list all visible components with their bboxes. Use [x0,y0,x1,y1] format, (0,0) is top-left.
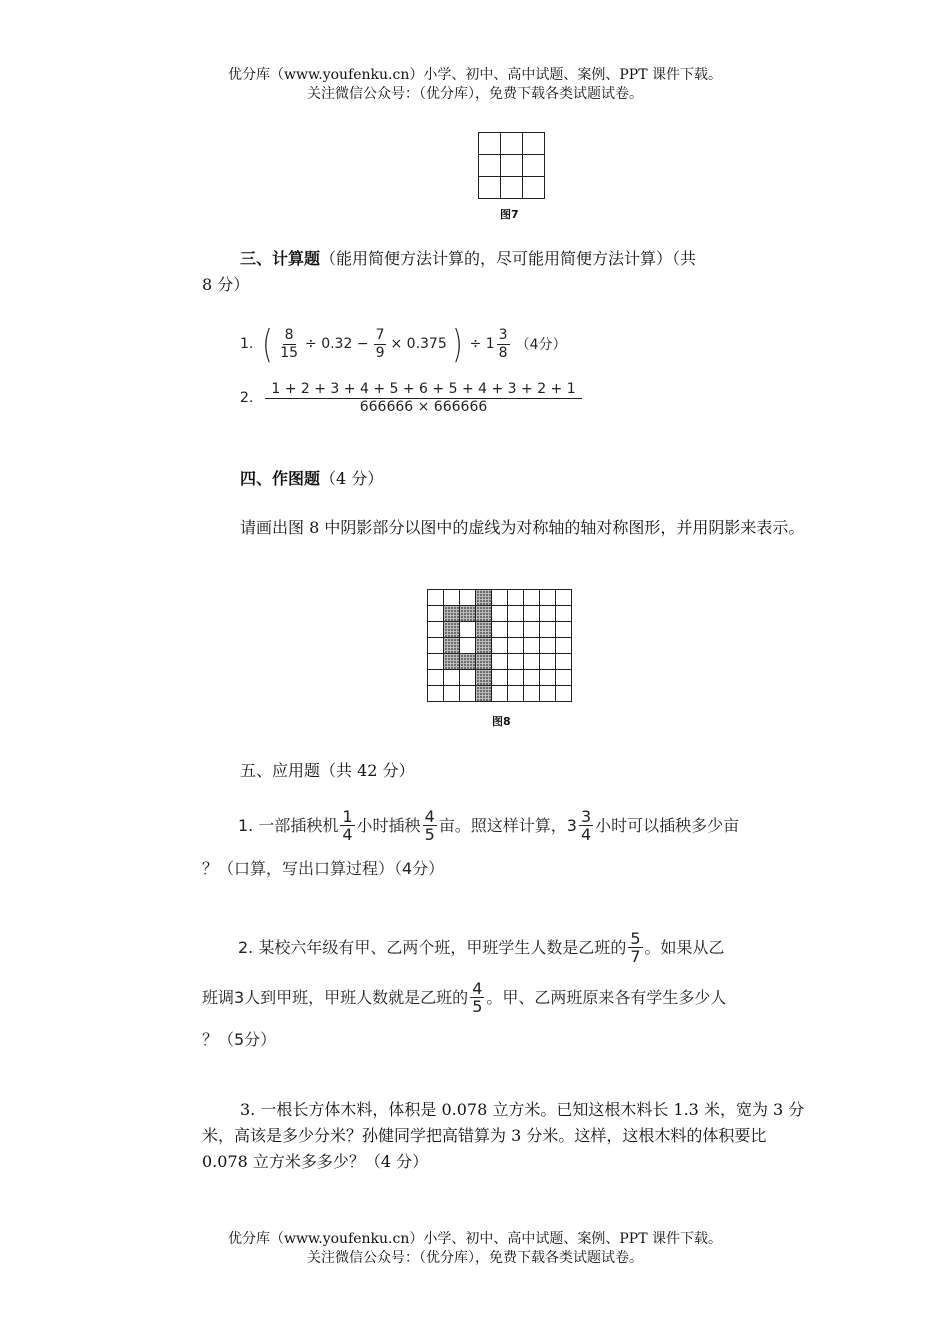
q2-text-b: 。如果从乙 [644,937,725,957]
numerator: 8 [284,326,294,343]
footer-line-2: 关注微信公众号：（优分库），免费下载各类试题试卷。 [307,1250,643,1266]
denominator: 5 [424,825,435,844]
fraction [374,327,387,362]
section-4-title: 四、作图题 [240,469,321,488]
figure-7-caption: 图7 [500,208,519,221]
calc-q1-points: （4分） [515,337,567,353]
denominator: 4 [580,825,592,844]
question-line [238,930,725,965]
section-3-desc-2: 8 分） [202,275,250,294]
fraction [278,327,300,362]
calc-question-1 [240,322,567,366]
calc-q1-number: 1. [240,336,254,352]
fraction [497,327,510,362]
fraction [423,808,437,843]
figure-8-caption: 图8 [492,715,511,728]
numerator: 5 [630,929,641,948]
numerator: 4 [424,807,435,826]
calc-q1-term-1: ÷ 0.32 − [305,336,369,352]
numerator: 7 [375,326,385,343]
section-5-heading: 五、应用题（共 42 分） [240,761,415,780]
section-3-heading [240,246,696,272]
question-line [202,980,726,1015]
q2-text-a: 2. 某校六年级有甲、乙两个班，甲班学生人数是乙班的 [238,937,627,957]
denominator: 7 [630,947,641,966]
q2-text-d: 。甲、乙两班原来各有学生多少人 [486,987,727,1007]
fraction [470,980,484,1015]
header-line-1: 优分库（www.youfenku.cn）小学、初中、高中试题、案例、PPT 课件下载。 [227,67,722,83]
q1-text-c: 亩。照这样计算，3 [438,815,577,835]
denominator: 666666 × 666666 [359,398,488,415]
numerator: 3 [580,807,592,826]
fraction [628,930,642,965]
left-paren: ( [262,322,273,366]
fraction [579,808,593,843]
section-4-points: （4 分） [320,469,384,488]
page-footer [0,1230,950,1268]
fraction [265,381,581,416]
question-line [238,808,739,843]
right-paren: ) [451,322,463,366]
q2-text-c: 班调3人到甲班，甲班人数就是乙班的 [202,987,469,1007]
q1-text-a: 1. 一部插秧机 [238,815,339,835]
application-question-3: 3. 一根长方体木料，体积是 0.078 立方米。已知这根木料长 1.3 米，宽为 3 分米，高该是多少分米？孙健同学把高错算为 3 分米。这样，这根木料的体积要比 0.078 立方米多多少？（4 分） [202,1100,805,1171]
fraction [340,808,354,843]
footer-line-1: 优分库（www.youfenku.cn）小学、初中、高中试题、案例、PPT 课件下载。 [227,1231,722,1247]
denominator: 15 [280,344,299,361]
q1-text-b: 小时插秧 [356,815,421,835]
q2-text-e: ？（5分） [202,1030,277,1049]
denominator: 9 [375,344,385,361]
denominator: 4 [342,825,353,844]
numerator: 3 [498,326,508,343]
figure-7-grid [478,132,545,199]
figure-7 [478,132,545,199]
page-header [0,66,950,104]
application-question-1 [238,808,739,843]
section-3-desc: （能用简便方法计算的，尽可能用简便方法计算）（共 [320,249,697,268]
application-question-2-line-1 [238,930,725,965]
calc-question-2 [240,376,584,420]
denominator: 5 [472,997,483,1016]
calc-q2-number: 2. [240,390,254,406]
section-4-heading [240,466,383,492]
denominator: 8 [498,344,508,361]
section-4-instruction: 请画出图 8 中阴影部分以图中的虚线为对称轴的轴对称图形，并用阴影来表示。 [240,518,805,537]
calc-q1-term-3: ÷ 1 [469,336,495,352]
figure-8-grid [427,589,572,702]
q1-text-d: 小时可以插秧多少亩 [595,815,740,835]
figure-8 [427,589,572,702]
q1-text-e: ？（口算，写出口算过程）（4分） [202,859,445,878]
numerator: 1 + 2 + 3 + 4 + 5 + 6 + 5 + 4 + 3 + 2 + 1 [265,381,581,399]
numerator: 1 [342,807,353,826]
section-3-title: 三、计算题 [240,249,321,268]
calc-q1-term-2: × 0.375 [390,336,447,352]
application-question-2-line-2 [202,980,726,1015]
header-line-2: 关注微信公众号：（优分库），免费下载各类试题试卷。 [307,86,643,102]
numerator: 4 [472,979,483,998]
